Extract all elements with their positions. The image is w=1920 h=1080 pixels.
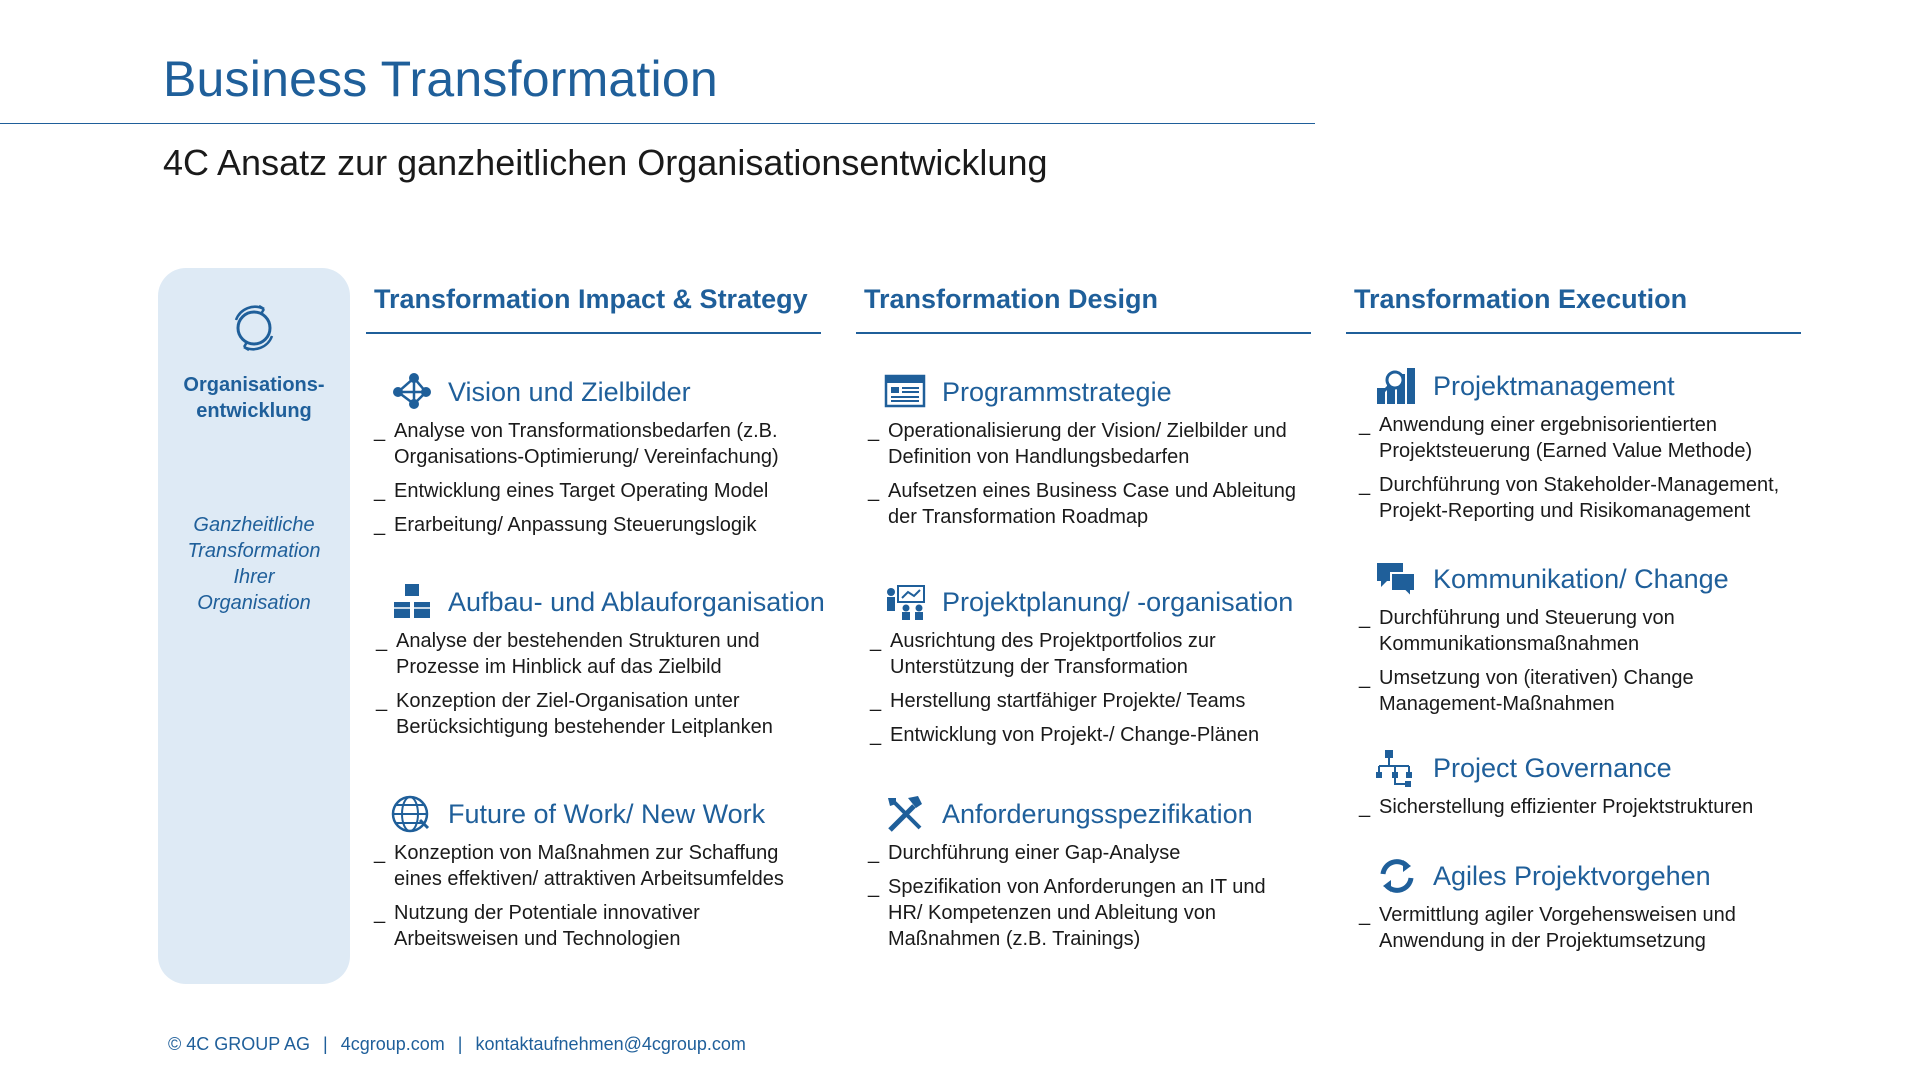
bullet-item: _ Durchführung und Steuerung von Kommunikationsmaßnahmen — [1359, 607, 1675, 655]
section-agile — [1359, 856, 1805, 962]
hierarchy-icon — [1375, 748, 1419, 788]
bullet-item: _ Herstellung startfähiger Projekte/ Teams — [870, 690, 1246, 712]
section-title: Projektmanagement — [1433, 370, 1675, 401]
column-heading-execution: Transformation Execution — [1354, 284, 1688, 314]
title-rule — [0, 123, 1315, 124]
column-rule-execution — [1346, 332, 1801, 334]
bullet-item: _ Vermittlung agiler Vorgehensweisen und Anwendung in der Projektumsetzung — [1359, 904, 1736, 952]
section-title: Projektplanung/ -organisation — [942, 586, 1294, 617]
bullet-item: _ Analyse von Transformationsbedarfen (z.B. Organisations-Optimierung/ Vereinfachung) — [374, 420, 779, 468]
bullet-item: _ Erarbeitung/ Anpassung Steuerungslogik — [374, 514, 757, 536]
page-title: Business Transformation — [163, 51, 718, 107]
section-anforderungsspezifikation — [868, 794, 1284, 960]
cycle-icon — [224, 298, 284, 358]
analytics-icon — [1375, 366, 1419, 406]
section-title: Aufbau- und Ablauforganisation — [448, 586, 825, 617]
footer-website-link[interactable]: 4cgroup.com — [340, 1034, 445, 1054]
bullet-item: _ Sicherstellung effizienter Projektstrukturen — [1359, 796, 1754, 818]
network-icon — [390, 372, 434, 412]
section-title: Anforderungsspezifikation — [942, 798, 1253, 829]
bullet-item: _ Konzeption von Maßnahmen zur Schaffung eines effektiven/ attraktiven Arbeitsumfeldes — [374, 842, 784, 890]
section-vision — [374, 372, 835, 546]
bullet-item: _ Konzeption der Ziel-Organisation unter Berücksichtigung bestehender Leitplanken — [376, 690, 773, 738]
bullet-item: _ Anwendung einer ergebnisorientierten Projektsteuerung (Earned Value Methode) — [1359, 414, 1753, 462]
bullet-item: _ Entwicklung eines Target Operating Model — [374, 480, 769, 502]
bullet-item: _ Aufsetzen eines Business Case und Ableitung der Transformation Roadmap — [868, 480, 1297, 528]
refresh-icon — [1375, 856, 1419, 896]
bullet-item: _ Nutzung der Potentiale innovativer Arbeitsweisen und Technologien — [374, 902, 700, 950]
footer-copyright: © 4C GROUP AG — [168, 1034, 310, 1054]
bullet-item: _ Operationalisierung der Vision/ Zielbilder und Definition von Handlungsbedarfen — [868, 420, 1287, 468]
org-boxes-icon — [390, 582, 434, 622]
side-panel — [158, 268, 350, 984]
section-title: Agiles Projektvorgehen — [1433, 860, 1711, 891]
section-projektmanagement — [1359, 366, 1825, 532]
side-heading: Organisations- entwicklung — [183, 374, 325, 422]
bullet-item: _ Durchführung einer Gap-Analyse — [868, 842, 1181, 864]
side-description: Ganzheitliche Transformation Ihrer Organisation — [187, 514, 321, 614]
section-kommunikation — [1359, 559, 1775, 725]
section-title: Programmstrategie — [942, 376, 1172, 407]
bullet-item: _ Spezifikation von Anforderungen an IT und HR/ Kompetenzen und Ableitung von Maßnahmen (z.B. Trainings) — [868, 876, 1266, 950]
footer — [168, 1034, 746, 1055]
bullet-item: _ Analyse der bestehenden Strukturen und Prozesse im Hinblick auf das Zielbild — [376, 630, 760, 678]
browser-list-icon — [884, 372, 928, 412]
bullet-item: _ Durchführung von Stakeholder-Management, Projekt-Reporting und Risikomanagement — [1359, 474, 1780, 522]
section-new-work — [374, 794, 835, 960]
chat-bubbles-icon — [1375, 559, 1419, 599]
bullet-item: _ Ausrichtung des Projektportfolios zur Unterstützung der Transformation — [870, 630, 1216, 678]
section-title: Future of Work/ New Work — [448, 798, 766, 829]
column-rule-strategy — [366, 332, 821, 334]
section-title: Vision und Zielbilder — [448, 376, 691, 407]
section-title: Project Governance — [1433, 752, 1672, 783]
bullet-item: _ Entwicklung von Projekt-/ Change-Plänen — [870, 724, 1260, 746]
section-title: Kommunikation/ Change — [1433, 563, 1729, 594]
column-heading-design: Transformation Design — [864, 284, 1159, 314]
section-governance — [1359, 748, 1825, 828]
column-heading-strategy: Transformation Impact & Strategy — [374, 284, 808, 314]
section-programmstrategie — [868, 372, 1329, 538]
bullet-item: _ Umsetzung von (iterativen) Change Management-Maßnahmen — [1359, 667, 1694, 715]
column-rule-design — [856, 332, 1311, 334]
footer-email-link[interactable]: kontaktaufnehmen@4cgroup.com — [475, 1034, 746, 1054]
footer-separator: | — [323, 1034, 328, 1054]
tools-icon — [884, 794, 928, 834]
page-subtitle: 4C Ansatz zur ganzheitlichen Organisationsentwicklung — [163, 142, 1048, 183]
globe-icon — [390, 794, 434, 834]
section-organisation — [376, 582, 840, 748]
footer-separator: | — [457, 1034, 463, 1054]
team-board-icon — [884, 582, 928, 622]
section-projektplanung — [870, 582, 1329, 756]
